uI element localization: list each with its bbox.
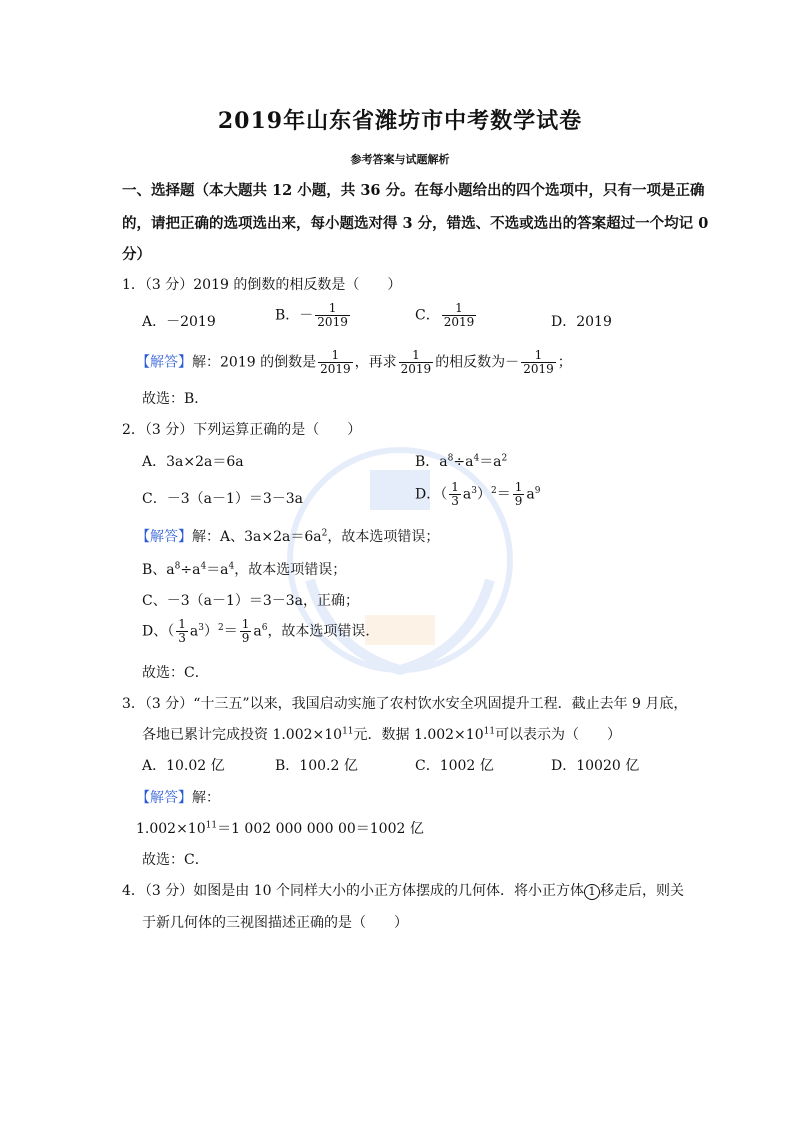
q1-stem: 1．（3 分）2019 的倒数的相反数是（ ） (122, 277, 402, 293)
q3-option-c: C．1002 亿 (415, 758, 494, 774)
q1-option-c (415, 302, 478, 329)
q1-option-b-label: B．－ (275, 307, 314, 324)
page-subtitle: 参考答案与试题解析 (350, 153, 450, 166)
circled-number-one: 1 (584, 884, 600, 900)
q2-answer-d: D、（ $\frac{1}{3}$ $a^3)^2=$ $\frac{1}{9}$ $a^6$，故本选项错误． (142, 617, 380, 645)
q2-choice: 故选：C． (142, 665, 209, 681)
q4-stem-line2: 于新几何体的三视图描述正确的是（ ） (142, 915, 408, 931)
q2-option-b: B．$a^8\div a^4=a^2$ (415, 453, 508, 470)
q1-option-c-fraction: $\frac{1}{2019}$ (443, 301, 475, 329)
q3-answer: 【解答】解： (136, 790, 220, 806)
answer-tag: 【解答】 (136, 790, 192, 806)
q3-calculation: $1.002\times 10^{11}=1$ 002 000 000 00＝1002 亿 (136, 820, 424, 837)
section-heading-line3: 分） (122, 246, 151, 263)
answer-tag: 【解答】 (136, 354, 192, 371)
q2-answer-c: C、－3（a－1）＝3－3a，正确； (142, 593, 360, 609)
q1-option-b (275, 302, 352, 329)
section-heading-line1: 一、选择题（本大题共 12 小题，共 36 分。在每小题给出的四个选项中，只有一项是正确 (122, 182, 705, 199)
q1-answer: 【解答】解：2019 的倒数是 $\frac{1}{2019}$ ，再求 $\frac{1}{2019}$ 的相反数为－ $\frac{1}{2019}$ ； (136, 348, 572, 376)
q1-option-a: A．－2019 (142, 314, 216, 330)
q3-option-d: D．10020 亿 (551, 758, 640, 774)
q3-option-a: A．10.02 亿 (142, 758, 225, 774)
q3-stem-line2: 各地已累计完成投资 $1.002\times 10^{11}$元．数据 $1.002\times 10^{11}$可以表示为（ ） (142, 726, 622, 743)
q2-answer-a: 【解答】解：A、$3a\times 2a=6a^2$，故本选项错误； (136, 528, 440, 545)
section-heading-line2: 的，请把正确的选项选出来，每小题选对得 3 分，错选、不选或选出的答案超过一个均记 0 (122, 215, 709, 232)
q2-stem: 2．（3 分）下列运算正确的是（ ） (122, 422, 362, 438)
page-title: 2019年山东省潍坊市中考数学试卷 (217, 108, 583, 134)
q1-option-d: D．2019 (551, 314, 612, 330)
answer-tag: 【解答】 (136, 529, 192, 545)
q2-option-c: C．－3（a－1）＝3－3a (142, 491, 304, 507)
q2-answer-b: B、$a^8\div a^4=a^4$，故本选项错误； (142, 561, 347, 578)
q1-option-c-label: C． (415, 307, 440, 324)
q2-option-a: A．3a×2a＝6a (142, 454, 244, 470)
q3-option-b: B．100.2 亿 (275, 758, 358, 774)
q3-choice: 故选：C． (142, 852, 209, 868)
q1-option-b-fraction: $\frac{1}{2019}$ (317, 301, 348, 329)
q4-stem-line1: 4．（3 分）如图是由 10 个同样大小的小正方体摆成的几何体．将小正方体 1 移走后，则关 (122, 883, 684, 899)
q3-stem-line1: 3．（3 分）“十三五”以来，我国启动实施了农村饮水安全巩固提升工程．截止去年 9 月底， (122, 696, 688, 712)
q1-choice: 故选：B． (142, 391, 209, 407)
q2-option-d: D．（ $\frac{1}{3}$ $a^3)^2=$ $\frac{1}{9}$ $a^9$ (415, 480, 541, 508)
